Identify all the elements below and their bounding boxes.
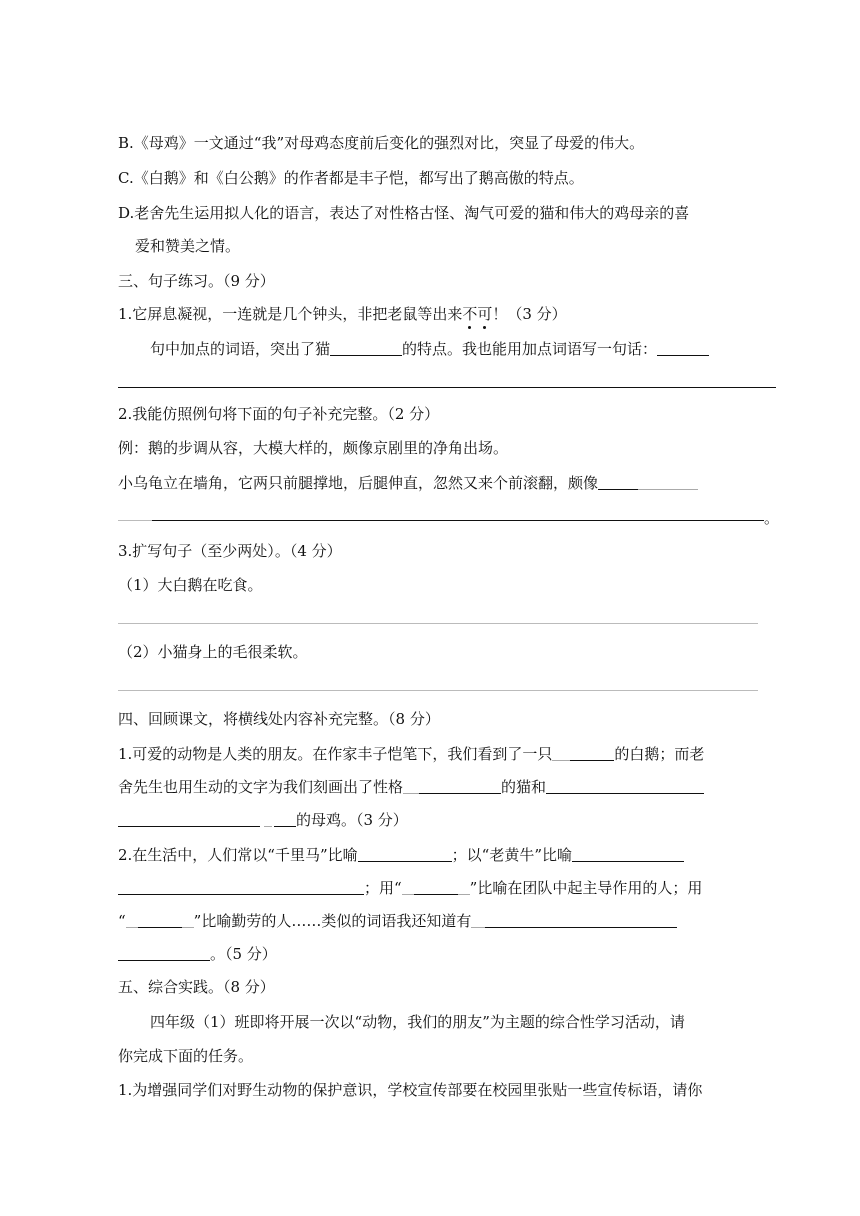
s4-q2-line1 bbox=[118, 845, 684, 865]
blank-cat-trait[interactable] bbox=[330, 341, 402, 356]
section3-heading: 三、句子练习。（9 分） bbox=[118, 272, 275, 290]
s4-q2-line3 bbox=[118, 911, 677, 931]
s4-q1-e: 的母鸡。（3 分） bbox=[296, 811, 408, 829]
s3-q3-heading: 3.扩写句子（至少两处）。（4 分） bbox=[118, 542, 342, 560]
section5-heading: 五、综合实践。（8 分） bbox=[118, 978, 275, 996]
answer-line-s3-q2-lead[interactable] bbox=[118, 520, 152, 521]
blank-leader-b[interactable] bbox=[414, 880, 458, 895]
s3-q1-line2 bbox=[150, 339, 709, 359]
answer-line-s3-q3-2[interactable] bbox=[118, 690, 758, 691]
s4-q1-a: 1.可爱的动物是人类的朋友。在作家丰子恺笔下，我们看到了一只 bbox=[118, 745, 553, 763]
s4-q2-c: ；用“ bbox=[364, 879, 402, 897]
blank-cat-nature-b[interactable] bbox=[419, 779, 501, 794]
s4-q2-e: “ bbox=[118, 912, 126, 930]
blank-diligent-b[interactable] bbox=[138, 913, 182, 928]
blank-leader-c[interactable] bbox=[458, 880, 470, 895]
s5-intro-line1: 四年级（1）班即将开展一次以“动物，我们的朋友”为主题的综合性学习活动，请 bbox=[150, 1013, 685, 1031]
blank-diligent-c[interactable] bbox=[182, 913, 194, 928]
answer-line-s3-q3-1[interactable] bbox=[118, 623, 758, 624]
blank-similar-a[interactable] bbox=[471, 913, 485, 928]
blank-goose-b[interactable] bbox=[570, 746, 614, 761]
s4-q1-d: 的猫和 bbox=[501, 778, 547, 796]
s3-q3-item1: （1）大白鹅在吃食。 bbox=[118, 576, 263, 594]
blank-hen-b[interactable] bbox=[118, 812, 260, 827]
blank-diligent-a[interactable] bbox=[126, 913, 138, 928]
emphasis-dot-char-1: 不 bbox=[462, 305, 478, 323]
option-c: C.《白鹅》和《白公鹅》的作者都是丰子恺，都写出了鹅高傲的特点。 bbox=[118, 169, 584, 187]
option-b: B.《母鸡》一文通过“我”对母鸡态度前后变化的强烈对比，突显了母爱的伟大。 bbox=[118, 134, 645, 152]
s4-q1-line3 bbox=[118, 810, 408, 830]
s4-q2-g: 。（5 分） bbox=[210, 945, 277, 963]
blank-qianlima[interactable] bbox=[358, 847, 452, 862]
emphasis-dot-char-2: 可 bbox=[477, 305, 493, 323]
s3-q1-text-pre: 1.它屏息凝视，一连就是几个钟头，非把老鼠等出来 bbox=[118, 305, 463, 323]
s3-q3-item2: （2）小猫身上的毛很柔软。 bbox=[118, 643, 308, 661]
s4-q1-line1 bbox=[118, 744, 704, 764]
blank-similar-b[interactable] bbox=[485, 913, 677, 928]
blank-imitate-b[interactable] bbox=[638, 475, 698, 490]
option-d-line2: 爱和赞美之情。 bbox=[135, 237, 241, 255]
s4-q1-c: 舍先生也用生动的文字为我们刻画出了性格 bbox=[118, 778, 404, 796]
blank-sentence-start[interactable] bbox=[657, 341, 709, 356]
s4-q2-line2 bbox=[118, 878, 702, 898]
s4-q1-b: 的白鹅；而老 bbox=[614, 745, 705, 763]
section4-heading: 四、回顾课文，将横线处内容补充完整。（8 分） bbox=[118, 710, 440, 728]
s3-q2-prompt bbox=[118, 473, 698, 493]
blank-goose-a[interactable] bbox=[552, 746, 570, 761]
answer-line-s3-q1[interactable] bbox=[118, 387, 776, 388]
answer-line-s3-q2[interactable] bbox=[152, 520, 764, 521]
blank-hen-d[interactable] bbox=[274, 812, 296, 827]
s4-q2-a: 2.在生活中，人们常以“千里马”比喻 bbox=[118, 846, 358, 864]
s5-intro-line2: 你完成下面的任务。 bbox=[118, 1047, 254, 1065]
s3-q2-end: 。 bbox=[764, 509, 780, 527]
blank-hen-a[interactable] bbox=[546, 779, 704, 794]
s4-q1-line2 bbox=[118, 777, 704, 797]
option-d-line1: D.老舍先生运用拟人化的语言，表达了对性格古怪、淘气可爱的猫和伟大的鸡母亲的喜 bbox=[118, 204, 690, 222]
blank-hen-c[interactable] bbox=[264, 812, 272, 827]
s3-q2-example: 例：鹅的步调从容，大模大样的，颇像京剧里的净角出场。 bbox=[118, 439, 509, 457]
s4-q2-line4 bbox=[118, 944, 277, 964]
s3-q1-line2-a: 句中加点的词语，突出了猫 bbox=[150, 340, 331, 358]
s4-q2-b: ；以“老黄牛”比喻 bbox=[451, 846, 572, 864]
blank-leader-a[interactable] bbox=[402, 880, 414, 895]
s3-q2-prompt-text: 小乌龟立在墙角，它两只前腿撑地，后腿伸直，忽然又来个前滚翻，颇像 bbox=[118, 474, 599, 492]
s3-q1-line2-b: 的特点。我也能用加点词语写一句话： bbox=[402, 340, 658, 358]
blank-imitate-a[interactable] bbox=[598, 475, 638, 490]
s5-q1: 1.为增强同学们对野生动物的保护意识，学校宣传部要在校园里张贴一些宣传标语，请你 bbox=[118, 1081, 703, 1099]
blank-cat-nature-a[interactable] bbox=[403, 779, 419, 794]
s4-q2-f: ”比喻勤劳的人……类似的词语我还知道有 bbox=[193, 912, 472, 930]
s3-q2-heading: 2.我能仿照例句将下面的句子补充完整。（2 分） bbox=[118, 405, 440, 423]
blank-laohuangniu-b[interactable] bbox=[118, 880, 364, 895]
blank-similar-c[interactable] bbox=[118, 946, 210, 961]
blank-laohuangniu-a[interactable] bbox=[572, 847, 684, 862]
s3-q1-question bbox=[118, 304, 567, 324]
s4-q2-d: ”比喻在团队中起主导作用的人；用 bbox=[469, 879, 703, 897]
s3-q1-text-post: ！（3 分） bbox=[492, 305, 567, 323]
